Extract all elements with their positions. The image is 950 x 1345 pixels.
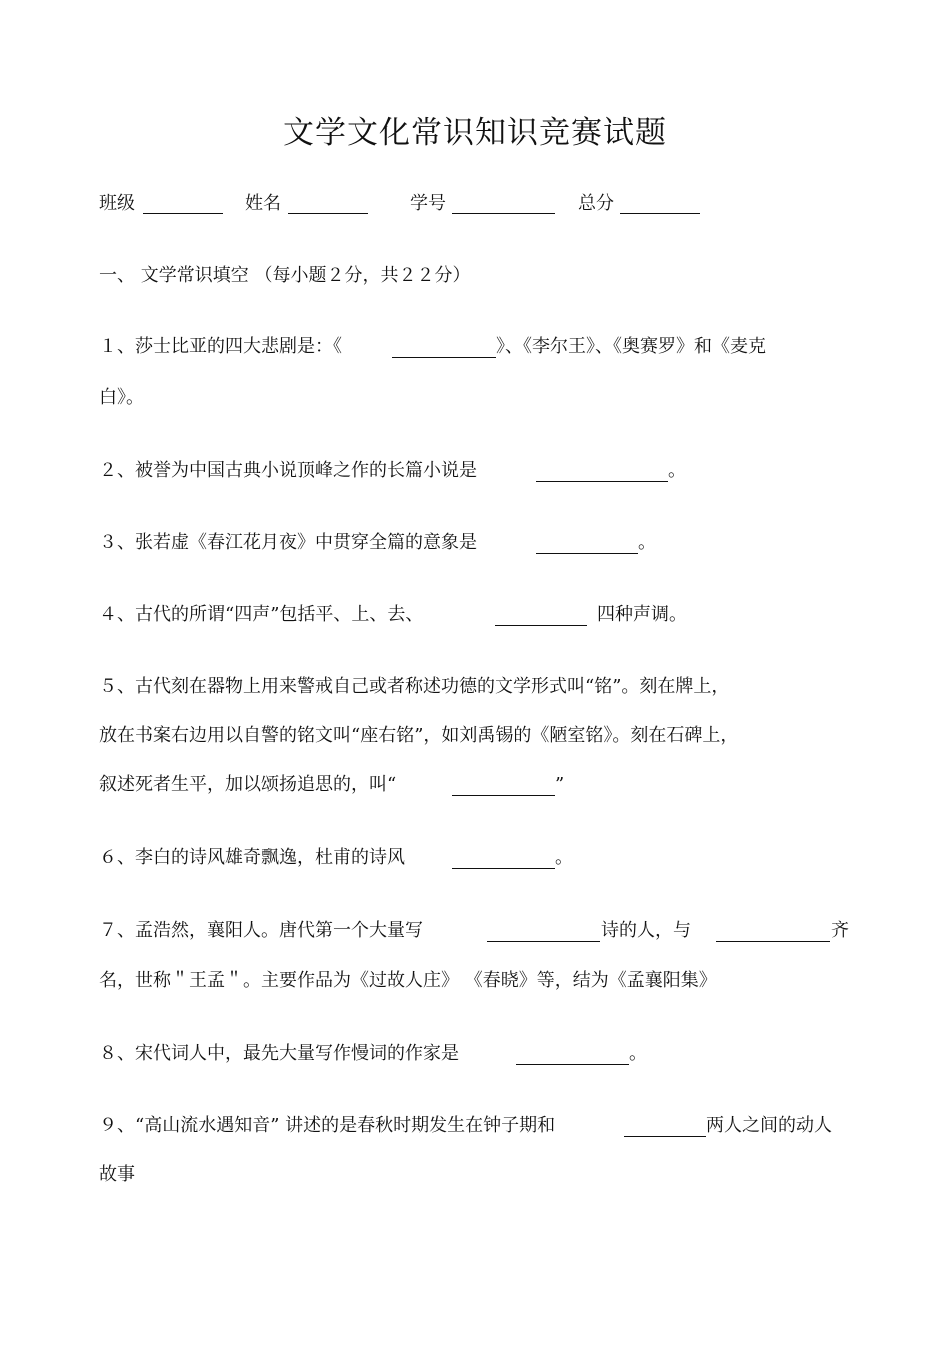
student-id-blank[interactable] xyxy=(452,213,555,214)
q3-blank[interactable] xyxy=(536,553,638,554)
q8-blank[interactable] xyxy=(516,1064,629,1065)
q4-text: ４、古代的所谓“四声”包括平、上、去、 xyxy=(99,604,424,625)
q1-blank[interactable] xyxy=(392,357,496,358)
q2-text-end: 。 xyxy=(668,460,686,481)
q3-text-end: 。 xyxy=(638,532,656,553)
q3-text: ３、张若虚《春江花月夜》中贯穿全篇的意象是 xyxy=(99,532,477,553)
q1-text-end: 》、《李尔王》、《奥赛罗》和《麦克 xyxy=(496,336,766,357)
q8-text-end: 。 xyxy=(629,1043,647,1064)
q8-text: ８、宋代词人中，最先大量写作慢词的作家是 xyxy=(99,1043,459,1064)
class-blank[interactable] xyxy=(143,213,223,214)
q7-text-continued: 名，世称＂王孟＂。主要作品为《过故人庄》 《春晓》等，结为《孟襄阳集》 xyxy=(99,970,717,991)
q6-text-end: 。 xyxy=(555,847,573,868)
total-score-blank[interactable] xyxy=(620,213,700,214)
q9-text-start: ９、“高山流水遇知音” 讲述的是春秋时期发生在钟子期和 xyxy=(99,1115,556,1136)
name-blank[interactable] xyxy=(288,213,368,214)
q4-text-end: 四种声调。 xyxy=(597,604,687,625)
q9-blank[interactable] xyxy=(624,1136,706,1137)
page-title: 文学文化常识知识竞赛试题 xyxy=(283,115,667,151)
q2-text: ２、被誉为中国古典小说顶峰之作的长篇小说是 xyxy=(99,460,477,481)
section-heading: 一、 文学常识填空 （每小题２分，共２２分） xyxy=(99,265,471,286)
q7-text-end: 齐 xyxy=(831,920,849,941)
q1-text-continued: 白》。 xyxy=(99,387,144,408)
q4-blank[interactable] xyxy=(495,625,587,626)
q5-text-line3: 叙述死者生平，加以颂扬追思的，叫“ xyxy=(99,774,397,795)
q6-text: ６、李白的诗风雄奇飘逸，杜甫的诗风 xyxy=(99,847,405,868)
name-label: 姓名 xyxy=(245,193,281,214)
q5-text-end: ” xyxy=(555,774,565,795)
q9-text-end: 两人之间的动人 xyxy=(706,1115,832,1136)
q7-text-start: ７、孟浩然，襄阳人。唐代第一个大量写 xyxy=(99,920,423,941)
q5-blank[interactable] xyxy=(452,795,555,796)
q5-text-line1: ５、古代刻在器物上用来警戒自己或者称述功德的文学形式叫“铭”。刻在牌上， xyxy=(99,676,730,697)
q1-text-start: １、莎士比亚的四大悲剧是：《 xyxy=(99,336,342,357)
q5-text-line2: 放在书案右边用以自警的铭文叫“座右铭”，如刘禹锡的《陋室铭》。刻在石碑上， xyxy=(99,725,739,746)
q7-blank-2[interactable] xyxy=(716,941,830,942)
class-label: 班级 xyxy=(99,193,135,214)
q9-text-continued: 故事 xyxy=(99,1164,135,1185)
q2-blank[interactable] xyxy=(536,481,668,482)
q7-blank-1[interactable] xyxy=(487,941,600,942)
q7-text-middle: 诗的人，与 xyxy=(601,920,691,941)
total-score-label: 总分 xyxy=(578,193,614,214)
student-id-label: 学号 xyxy=(410,193,446,214)
q6-blank[interactable] xyxy=(452,868,555,869)
